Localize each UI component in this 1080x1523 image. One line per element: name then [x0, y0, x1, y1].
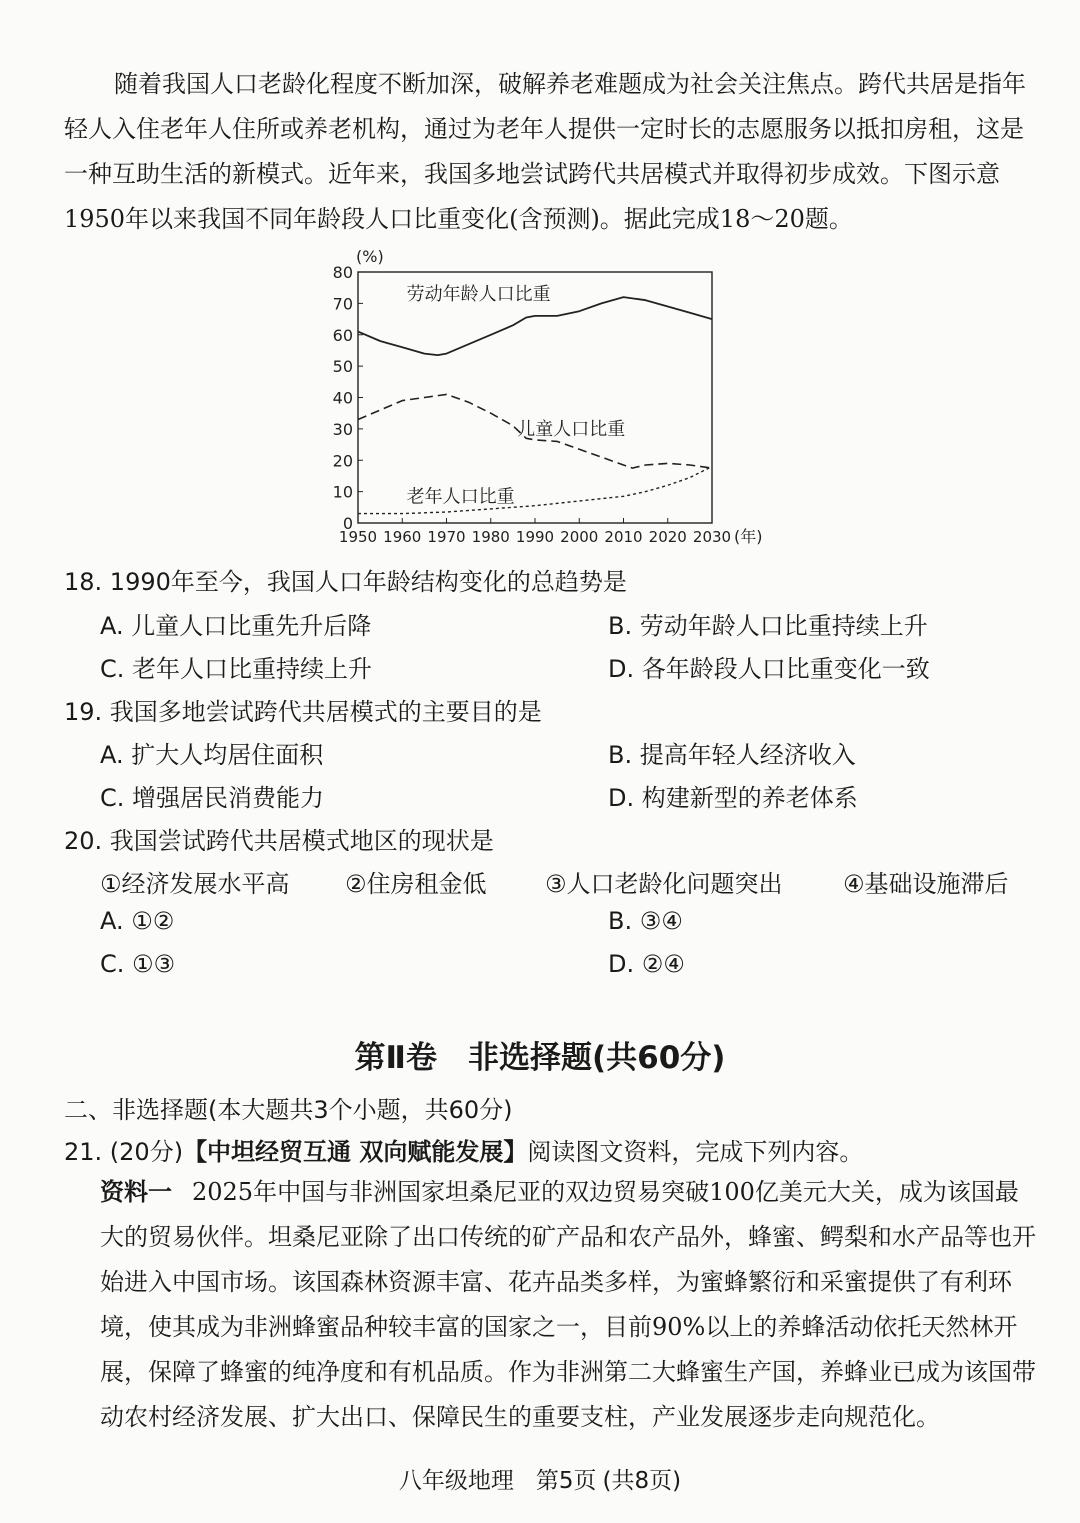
- x-tick-label: 2020: [648, 528, 687, 546]
- q21-prefix: 21. (20分): [64, 1138, 184, 1166]
- x-tick-label: 2000: [560, 528, 599, 546]
- q19-option-b[interactable]: B. 提高年轻人经济收入: [608, 741, 856, 769]
- y-tick-label: 50: [332, 357, 353, 377]
- q18-option-c[interactable]: C. 老年人口比重持续上升: [100, 655, 373, 683]
- y-tick-label: 20: [332, 451, 353, 471]
- y-tick-label: 0: [342, 514, 353, 533]
- q18-option-b[interactable]: B. 劳动年龄人口比重持续上升: [608, 612, 928, 640]
- section-title: 第Ⅱ卷 非选择题(共60分): [354, 1040, 726, 1076]
- x-tick-label: 1970: [427, 528, 466, 546]
- x-tick-label: 1990: [515, 528, 555, 546]
- population-chart: [320, 240, 790, 555]
- q20-option-c[interactable]: C. ①③: [100, 950, 176, 978]
- q18-stem: 18. 1990年至今，我国人口年龄结构变化的总趋势是: [64, 568, 627, 596]
- q21-theme: 【中坦经贸互通 双向赋能发展】: [183, 1138, 528, 1166]
- part-heading: 二、非选择题(本大题共3个小题，共60分): [64, 1096, 513, 1124]
- q21-instruction: 阅读图文资料，完成下列内容。: [527, 1138, 864, 1166]
- q21-stem: [64, 1132, 863, 1167]
- q20-item-2: ②住房租金低: [345, 870, 487, 898]
- page-footer: [0, 1462, 1080, 1495]
- footer-page: 第5页: [535, 1468, 597, 1494]
- x-axis-unit: (年): [734, 527, 763, 546]
- chart-plot-frame: [358, 272, 712, 523]
- population-chart-svg: [320, 240, 790, 555]
- x-tick-label: 1960: [383, 528, 422, 546]
- q18-option-d[interactable]: D. 各年龄段人口比重变化一致: [608, 655, 930, 683]
- material-text: 2025年中国与非洲国家坦桑尼亚的双边贸易突破100亿美元大关，成为该国最大的贸易伙伴。坦桑尼亚除了出口传统的矿产品和农产品外，蜂蜜、鳄梨和水产品等也开始进入中国市场。该国森林资源丰富、花卉品类多样，为蜜蜂繁衍和采蜜提供了有利环境，使其成为非洲蜂蜜品种较丰富的国家之一，目前90%以上的养蜂活动依托天然林开展，保障了蜂蜜的纯净度和有机品质。作为非洲第二大蜂蜜生产国，养蜂业已成为该国带动农村经济发展、扩大出口、保障民生的重要支柱，产业发展逐步走向规范化。: [100, 1178, 1036, 1431]
- intro-paragraph: 随着我国人口老龄化程度不断加深，破解养老难题成为社会关注焦点。跨代共居是指年轻人入住老年人住所或养老机构，通过为老年人提供一定时长的志愿服务以抵扣房租，这是一种互助生活的新模式。近年来，我国多地尝试跨代共居模式并取得初步成效。下图示意1950年以来我国不同年龄段人口比重变化(含预测)。据此完成18～20题。: [64, 70, 1026, 233]
- q18-option-a[interactable]: A. 儿童人口比重先升后降: [100, 612, 372, 640]
- q19-option-c[interactable]: C. 增强居民消费能力: [100, 784, 325, 812]
- q20-item-3: ③人口老龄化问题突出: [545, 870, 783, 898]
- y-axis-unit: (%): [356, 247, 384, 266]
- y-tick-label: 70: [332, 294, 353, 314]
- q20-item-1: ①经济发展水平高: [100, 870, 290, 898]
- q20-item-4: ④基础设施滞后: [843, 870, 1009, 898]
- footer-subject: 八年级地理: [398, 1468, 514, 1494]
- series-label-1: 劳动年龄人口比重: [406, 284, 551, 306]
- y-tick-label: 40: [332, 388, 353, 408]
- q20-option-a[interactable]: A. ①②: [100, 907, 175, 935]
- q20-option-d[interactable]: D. ②④: [608, 950, 685, 978]
- x-tick-label: 2030: [692, 528, 732, 546]
- y-tick-label: 10: [332, 482, 353, 502]
- series-line-1: [358, 297, 712, 355]
- q19-option-a[interactable]: A. 扩大人均居住面积: [100, 741, 324, 769]
- footer-total: (共8页): [602, 1468, 682, 1494]
- y-tick-label: 60: [332, 325, 353, 345]
- q19-option-d[interactable]: D. 构建新型的养老体系: [608, 784, 858, 812]
- material-label: 资料一: [100, 1178, 172, 1206]
- y-tick-label: 30: [332, 419, 353, 439]
- q20-option-b[interactable]: B. ③④: [608, 907, 683, 935]
- x-tick-label: 1980: [471, 528, 510, 546]
- x-tick-label: 1950: [338, 528, 378, 546]
- y-tick-label: 80: [332, 263, 353, 282]
- q19-stem: 19. 我国多地尝试跨代共居模式的主要目的是: [64, 698, 542, 726]
- series-label-3: 老年人口比重: [406, 486, 515, 508]
- q20-stem: 20. 我国尝试跨代共居模式地区的现状是: [64, 827, 494, 855]
- q21-material-1: [100, 1170, 1038, 1440]
- series-label-2: 儿童人口比重: [517, 419, 626, 441]
- x-tick-label: 2010: [604, 528, 643, 546]
